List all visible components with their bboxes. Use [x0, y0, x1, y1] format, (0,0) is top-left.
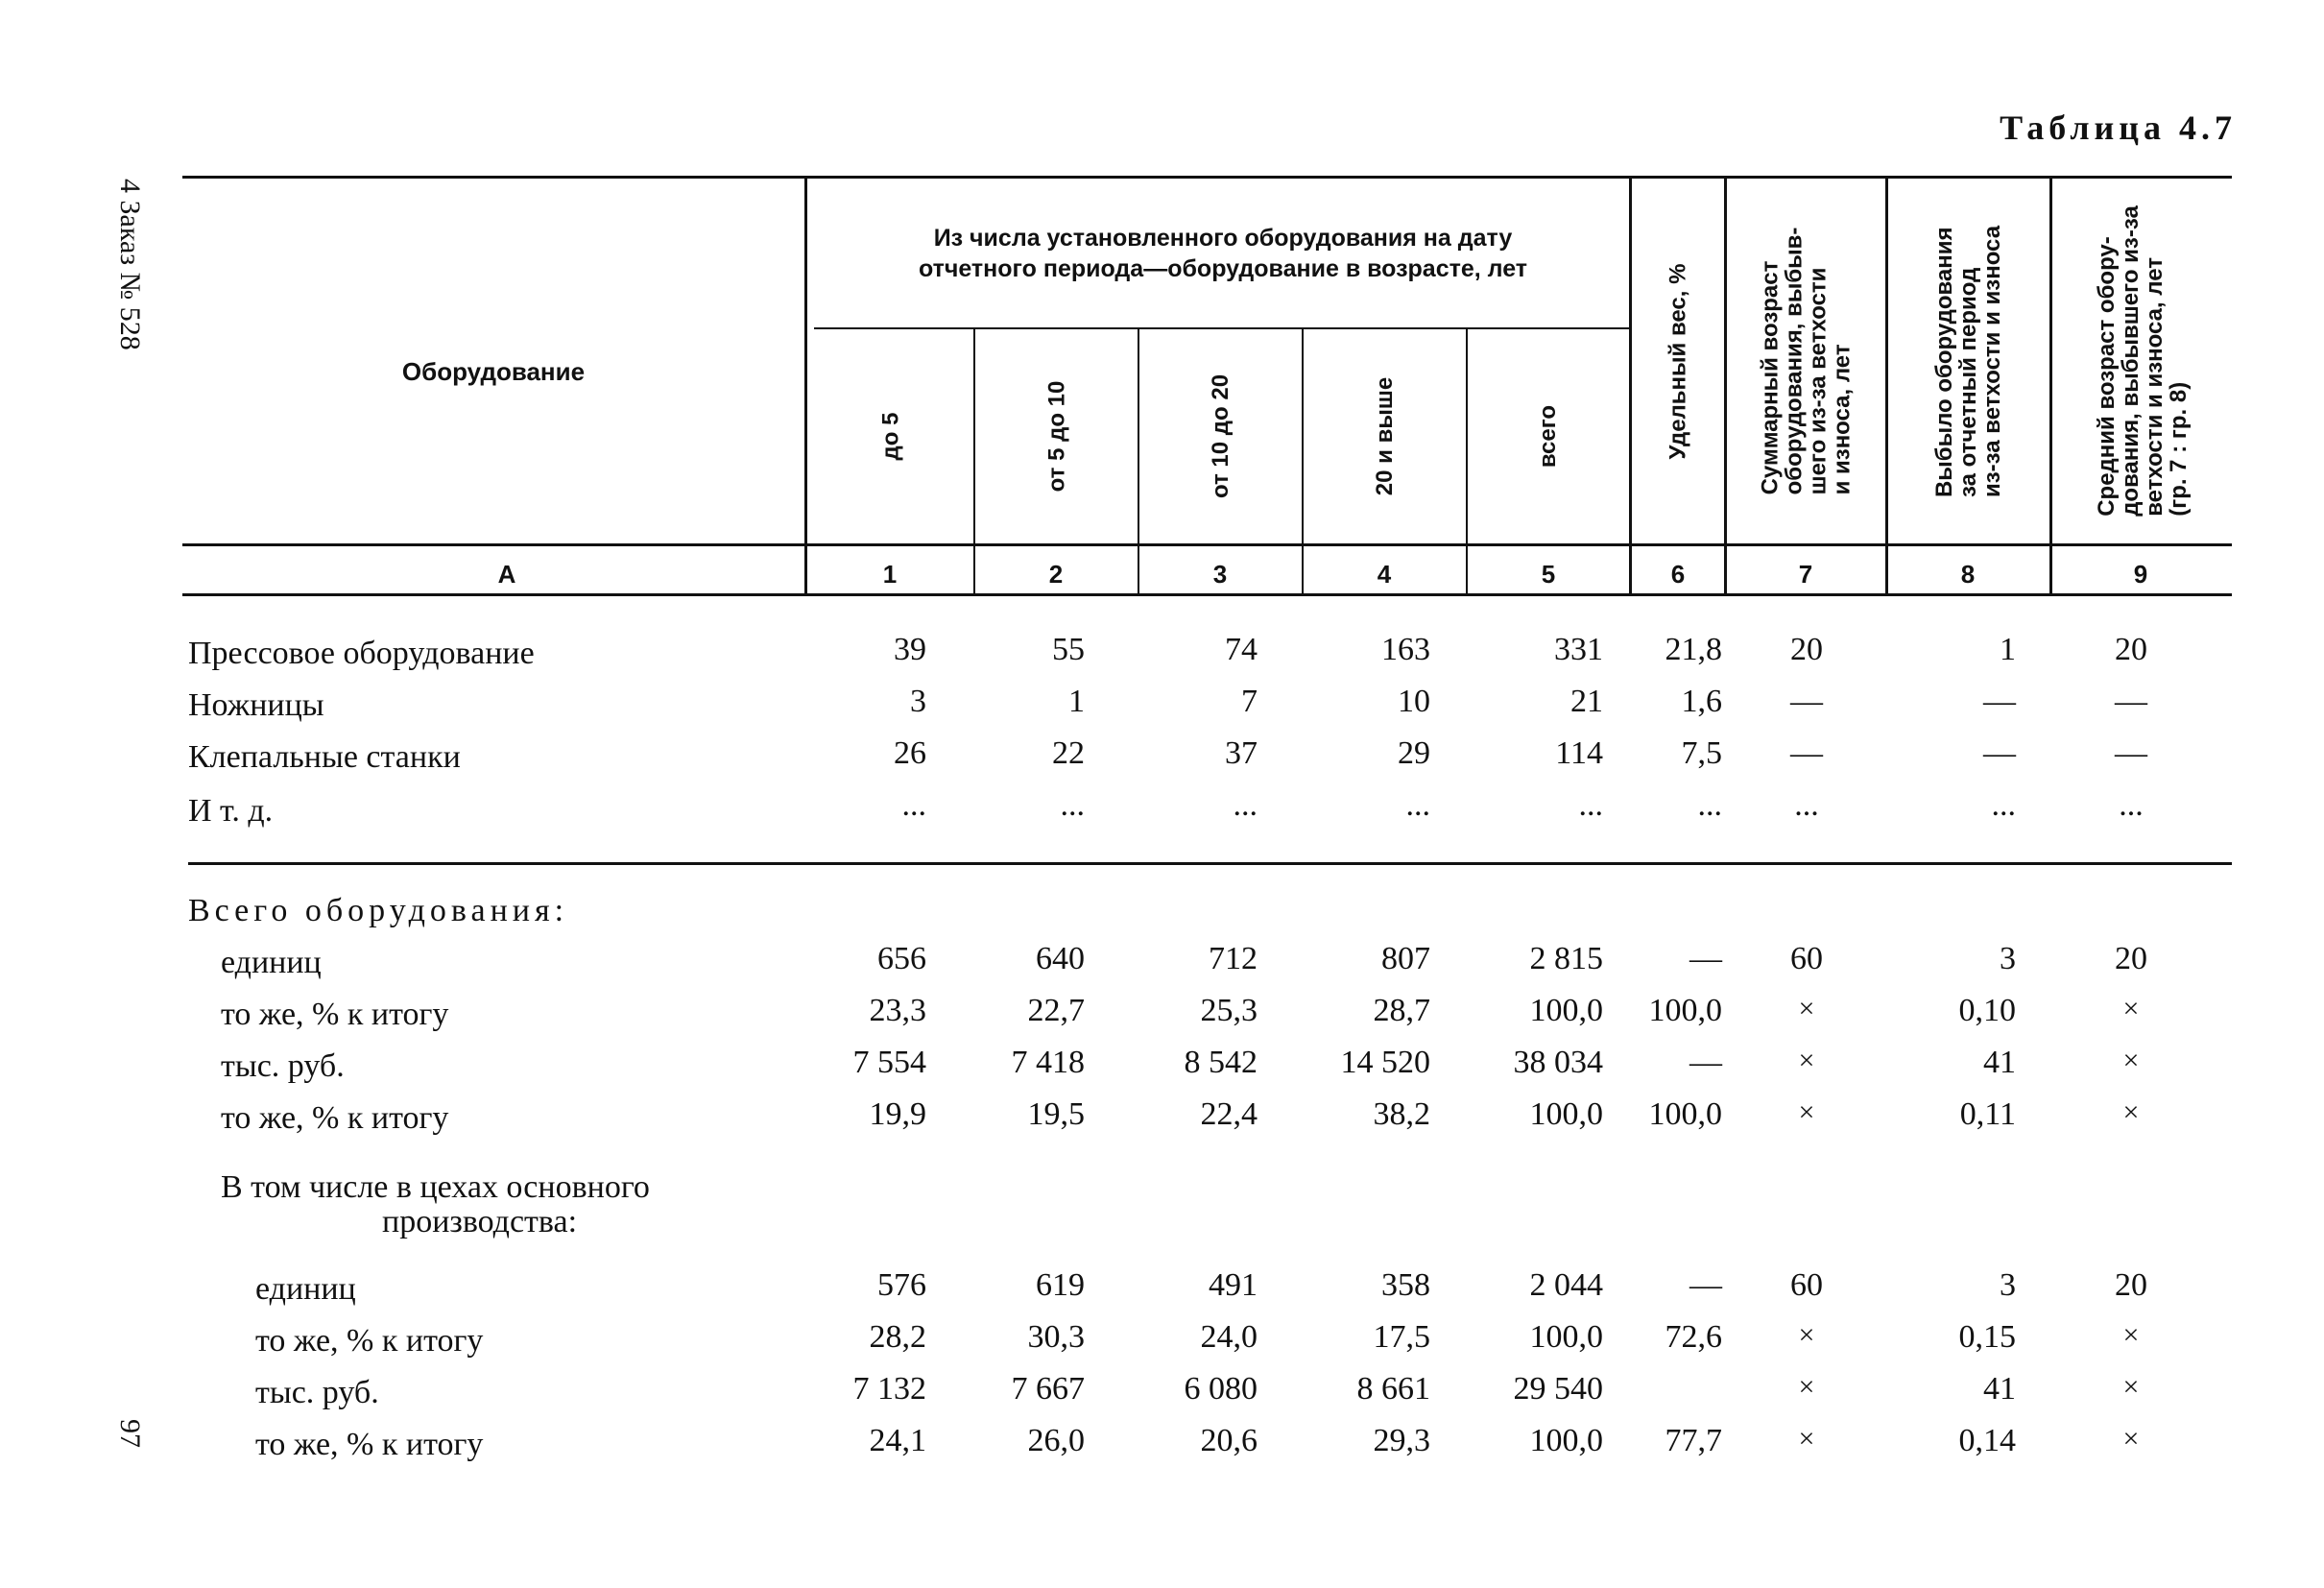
table-cell: 100,0	[1529, 993, 1603, 1028]
table-cell: —	[1790, 735, 1823, 771]
table-cell: —	[2115, 684, 2147, 719]
total-title: Всего оборудования:	[188, 893, 569, 928]
table-cell: 60	[1790, 941, 1823, 976]
table-cell: 712	[1209, 941, 1258, 976]
table-cell: 22,4	[1200, 1096, 1258, 1132]
table-cell: 29	[1398, 735, 1430, 771]
table-cell: 2 044	[1529, 1267, 1603, 1303]
header-equipment: Оборудование	[401, 357, 586, 386]
table-cell: 1	[2000, 632, 2016, 667]
header-col-5: всего	[1535, 404, 1562, 469]
table-cell: 55	[1052, 632, 1085, 667]
table-cell: 21	[1570, 684, 1603, 719]
table-cell: 77,7	[1665, 1423, 1722, 1458]
table-cell: 7 418	[1011, 1045, 1085, 1080]
colnum-3: 3	[1212, 560, 1228, 589]
table-cell: 640	[1036, 941, 1085, 976]
table-cell: 100,0	[1529, 1423, 1603, 1458]
table-cell: 358	[1381, 1267, 1430, 1303]
table-cell: —	[1983, 684, 2016, 719]
row-label: И т. д.	[188, 793, 274, 829]
table-cell: 1	[1068, 684, 1085, 719]
colnum-2: 2	[1048, 560, 1064, 589]
table-cell: 60	[1790, 1267, 1823, 1303]
table-cell: 20,6	[1200, 1423, 1258, 1458]
colnum-7: 7	[1798, 560, 1813, 589]
table-cell: 807	[1381, 941, 1430, 976]
table-cell: 38,2	[1373, 1096, 1430, 1132]
colnum-6: 6	[1670, 560, 1686, 589]
table-cell: 7,5	[1681, 735, 1722, 771]
table-cell: 163	[1381, 632, 1430, 667]
table-cell: ×	[1798, 993, 1815, 1024]
table-cell: 491	[1209, 1267, 1258, 1303]
table-cell: 72,6	[1665, 1319, 1722, 1355]
header-col-9: Средний возраст обору- дования, выбывшего из-за ветхости и износа, лет (гр. 7 : гр. 8)	[2093, 205, 2192, 517]
header-bottom-rule	[182, 543, 2232, 546]
page-number: 97	[114, 1419, 146, 1448]
header-col-6: Удельный вес, %	[1665, 263, 1691, 459]
table-cell: ...	[1233, 787, 1258, 823]
table-cell: 331	[1554, 632, 1603, 667]
table-cell: 17,5	[1373, 1319, 1430, 1355]
row-label: Ножницы	[188, 687, 324, 723]
table-cell: ×	[1798, 1319, 1815, 1351]
row-label: Прессовое оборудование	[188, 636, 535, 671]
table-cell: 23,3	[869, 993, 926, 1028]
table-cell: 39	[894, 632, 926, 667]
table-cell: 20	[2115, 632, 2147, 667]
table-cell: 0,15	[1958, 1319, 2016, 1355]
table-title: Таблица 4.7	[2000, 108, 2237, 147]
header-col-3: от 10 до 20	[1207, 373, 1234, 499]
shops-row-label: то же, % к итогу	[255, 1427, 484, 1462]
table-cell: 656	[877, 941, 926, 976]
table-cell: 38 034	[1513, 1045, 1603, 1080]
colnum-a: А	[497, 560, 516, 589]
colnum-1: 1	[882, 560, 898, 589]
table-cell: 3	[2000, 941, 2016, 976]
colnum-8: 8	[1960, 560, 1976, 589]
table-cell: 7 667	[1011, 1371, 1085, 1407]
table-cell: 20	[2115, 941, 2147, 976]
header-col-8: Выбыло оборудования за отчетный период из-за ветхости и износа	[1931, 225, 2006, 497]
table-cell: ...	[1697, 787, 1722, 823]
table-cell: 37	[1225, 735, 1258, 771]
numbers-bottom-rule	[182, 593, 2232, 596]
table-cell: ×	[2122, 1423, 2140, 1455]
total-row-label: то же, % к итогу	[221, 997, 449, 1032]
table-cell: 0,14	[1958, 1423, 2016, 1458]
table-cell: 100,0	[1529, 1319, 1603, 1355]
table-cell: 100,0	[1648, 993, 1722, 1028]
table-cell: ...	[2119, 787, 2144, 823]
table-cell: ×	[2122, 1371, 2140, 1403]
table-cell: 20	[1790, 632, 1823, 667]
header-age-group: Из числа установленного оборудования на дату отчетного периода—оборудование в возрасте, лет	[918, 225, 1528, 282]
table-cell: ×	[2122, 1319, 2140, 1351]
table-cell: ×	[1798, 1423, 1815, 1455]
table-cell: 26,0	[1027, 1423, 1085, 1458]
table-cell: 25,3	[1200, 993, 1258, 1028]
table-cell: 22	[1052, 735, 1085, 771]
side-order-number: 4 Заказ № 528	[114, 179, 146, 350]
shops-row-label: единиц	[255, 1271, 356, 1307]
table-cell: 10	[1398, 684, 1430, 719]
table-cell: 1,6	[1681, 684, 1722, 719]
header-col-7: Суммарный возраст оборудования, выбыв- шего из-за ветхости и износа, лет	[1757, 227, 1856, 495]
table-cell: ...	[1060, 787, 1085, 823]
table-cell: 8 542	[1184, 1045, 1258, 1080]
table-cell: 3	[2000, 1267, 2016, 1303]
shops-row-label: то же, % к итогу	[255, 1323, 484, 1359]
colnum-4: 4	[1377, 560, 1392, 589]
table-cell: 41	[1983, 1371, 2016, 1407]
table-cell: 74	[1225, 632, 1258, 667]
table-cell: 21,8	[1665, 632, 1722, 667]
header-col-1: до 5	[876, 412, 903, 461]
table-cell: ...	[1794, 787, 1819, 823]
table-cell: ...	[1405, 787, 1430, 823]
table-cell: 619	[1036, 1267, 1085, 1303]
table-cell: 26	[894, 735, 926, 771]
table-cell: 24,0	[1200, 1319, 1258, 1355]
table-cell: 22,7	[1027, 993, 1085, 1028]
table-cell: ×	[1798, 1045, 1815, 1076]
table-cell: ×	[2122, 1096, 2140, 1128]
table-cell: 30,3	[1027, 1319, 1085, 1355]
header-col-2: от 5 до 10	[1042, 380, 1069, 493]
table-cell: ×	[2122, 993, 2140, 1024]
table-cell: 576	[877, 1267, 926, 1303]
table-cell: 100,0	[1648, 1096, 1722, 1132]
shops-row-label: тыс. руб.	[255, 1375, 379, 1410]
total-row-label: тыс. руб.	[221, 1048, 345, 1084]
table-cell: ×	[2122, 1045, 2140, 1076]
table-cell: 7	[1241, 684, 1258, 719]
colnum-9: 9	[2133, 560, 2148, 589]
table-cell: 28,7	[1373, 993, 1430, 1028]
table-cell: ...	[901, 787, 926, 823]
table-cell: ...	[1991, 787, 2016, 823]
header-col-4: 20 и выше	[1371, 376, 1398, 496]
table-cell: —	[1983, 735, 2016, 771]
table-cell: ...	[1578, 787, 1603, 823]
total-row-label: то же, % к итогу	[221, 1100, 449, 1136]
table-cell: 7 132	[852, 1371, 926, 1407]
table-cell: 24,1	[869, 1423, 926, 1458]
table-cell: 2 815	[1529, 941, 1603, 976]
table-cell: 28,2	[869, 1319, 926, 1355]
table-cell: —	[1689, 1045, 1722, 1080]
table-cell: 7 554	[852, 1045, 926, 1080]
table-cell: 41	[1983, 1045, 2016, 1080]
table-cell: 8 661	[1356, 1371, 1430, 1407]
section-rule	[188, 862, 2232, 865]
table-cell: ×	[1798, 1371, 1815, 1403]
row-label: Клепальные станки	[188, 739, 461, 775]
table-cell: 3	[910, 684, 926, 719]
main-shops-title: В том числе в цехах основного	[221, 1169, 650, 1205]
table-cell: 100,0	[1529, 1096, 1603, 1132]
table-cell: 29 540	[1513, 1371, 1603, 1407]
table-cell: 6 080	[1184, 1371, 1258, 1407]
table-cell: ×	[1798, 1096, 1815, 1128]
table-cell: 29,3	[1373, 1423, 1430, 1458]
table-cell: 19,9	[869, 1096, 926, 1132]
table-cell: —	[1689, 1267, 1722, 1303]
table-cell: 19,5	[1027, 1096, 1085, 1132]
table-cell: 20	[2115, 1267, 2147, 1303]
table-cell: —	[1689, 941, 1722, 976]
colnum-5: 5	[1541, 560, 1556, 589]
table-cell: 0,11	[1959, 1096, 2016, 1132]
table-cell: —	[2115, 735, 2147, 771]
main-shops-title-cont: производства:	[382, 1204, 578, 1239]
table-cell: 0,10	[1958, 993, 2016, 1028]
table-cell: —	[1790, 684, 1823, 719]
total-row-label: единиц	[221, 945, 322, 980]
table-cell: 114	[1555, 735, 1603, 771]
table-cell: 14 520	[1340, 1045, 1430, 1080]
